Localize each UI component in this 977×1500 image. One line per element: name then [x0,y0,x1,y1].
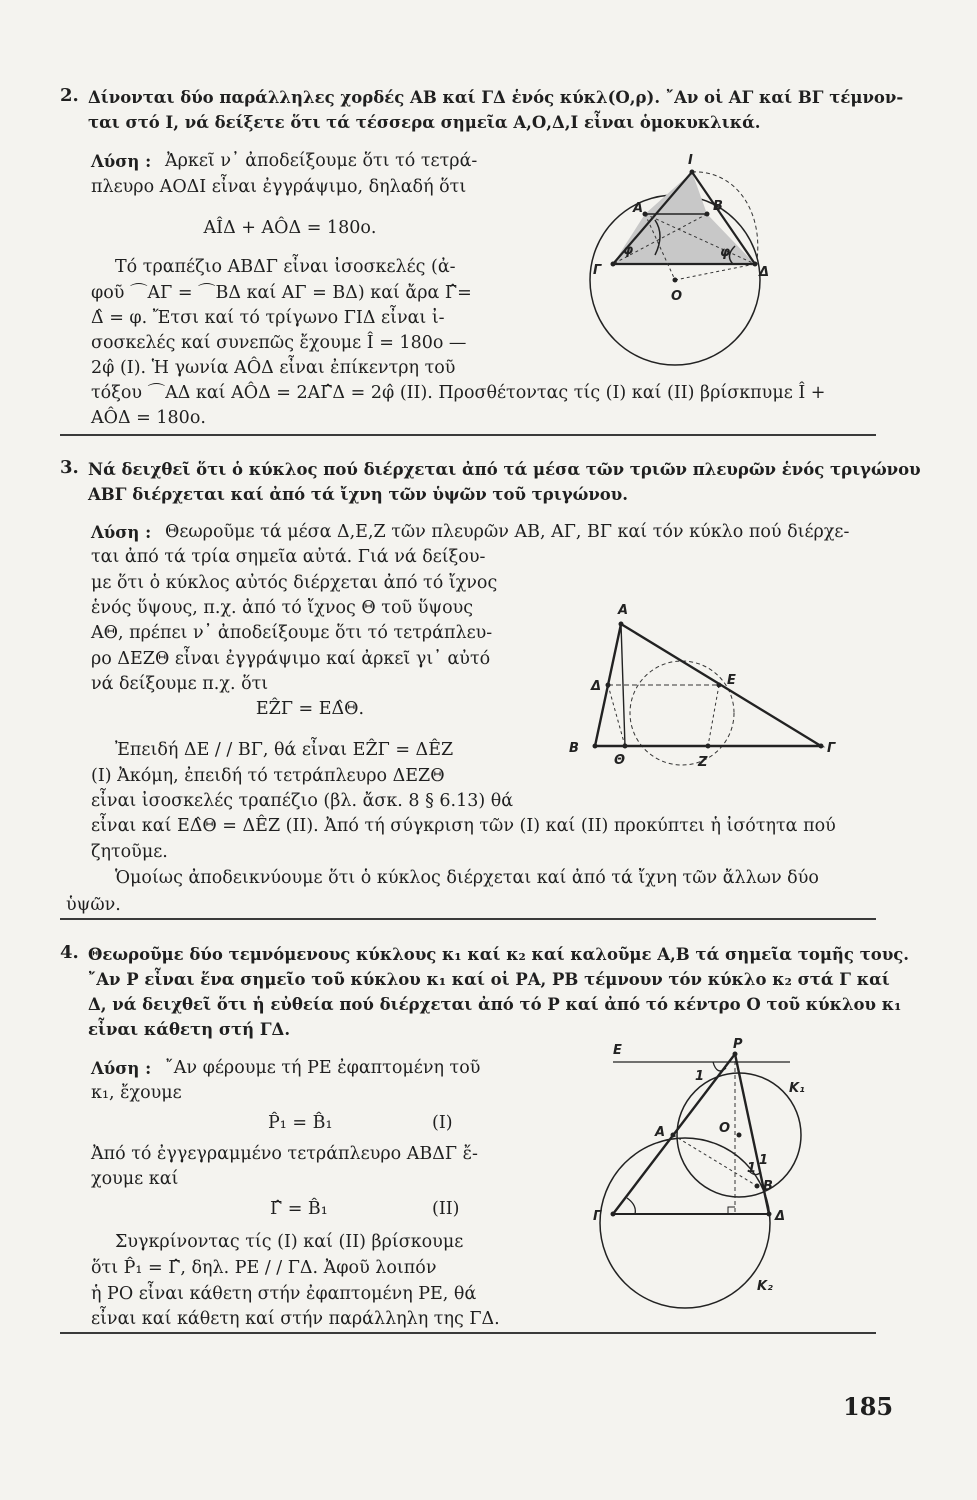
label-b: B [763,1179,773,1194]
angle-g-arc [627,1198,635,1214]
problem-4-equation-2: Γ̂ = B̂₁ [270,1199,328,1219]
label-d: Δ [759,265,770,280]
problem-2-figure [585,150,785,390]
divider-3 [60,1332,876,1334]
problem-2-solution-line-9: τόξου ⌒ΑΔ καί ΑÔΔ = 2ΑΓ̂Δ = 2φ̂ (ΙΙ). Προσθέτοντας τίς (Ι) καί (ΙΙ) βρίσκπυμε Î + [91,383,826,403]
problem-4-solution-line-6: χουμε καί [91,1169,179,1189]
label-a: A [655,1125,666,1140]
label-e: E [613,1043,622,1058]
problem-4-figure [585,1037,810,1302]
problem-2-solution-line-7: σοσκελές καί συνεπῶς ἔχουμε Î = 180ο — [91,333,467,353]
triangle-iab-shade [645,172,707,214]
label-b: B [569,741,579,756]
problem-2-solution-line-5: φοῦ ⌒ΑΓ = ⌒ΒΔ καί ΑΓ = ΒΔ) καί ἄρα Γ̂= [91,283,472,303]
common-chord-ab [673,1135,757,1186]
problem-2-statement-line-2: ται στό Ι, νά δείξετε ὅτι τά τέσσερα σημεῖα Α,Ο,Δ,Ι εἶναι ὁμοκυκλικά. [88,113,761,132]
problem-3-solution-line-11: εἶναι ἰσοσκελές τραπέζιο (βλ. ἄσκ. 8 § 6.13) θά [91,791,514,811]
point-b [755,1184,760,1189]
problem-4-equation-1-tag: (Ι) [432,1113,453,1133]
label-phi-left: φ [623,243,634,258]
point-i [690,170,695,175]
point-p [733,1052,738,1057]
label-d: Δ [775,1209,786,1224]
point-a [671,1133,676,1138]
label-g: Γ [593,1209,602,1224]
point-d [767,1212,772,1217]
label-k1: K₁ [789,1081,805,1096]
problem-2-solution-label: Λύση : [91,152,152,171]
problem-4-solution-line-12: εἶναι καί κάθετη καί στήν παράλληλη της ΓΔ. [91,1309,500,1329]
problem-2-equation-angles: ΑÎΔ + ΑÔΔ = 180ο. [203,218,377,238]
label-g: Γ [593,263,602,278]
point-th [623,744,628,749]
label-g: Γ [827,741,836,756]
problem-3-solution-line-7: νά δείξουμε π.χ. ὅτι [91,674,269,694]
label-o: O [719,1121,731,1136]
problem-3-solution-line-14: Ὁμοίως ἀποδεικνύουμε ὅτι ὁ κύκλος διέρχεται καί ἀπό τά ἴχνη τῶν ἄλλων δύο [115,868,819,888]
label-o: O [671,289,683,304]
point-o [737,1133,742,1138]
label-a: A [618,603,629,618]
segment-ez [708,685,719,746]
problem-4-solution-line-11: ἡ ΡΟ εἶναι κάθετη στήν ἐφαπτομένη ΡΕ, θά [91,1284,477,1304]
problem-3-figure [565,600,840,775]
label-z: Z [698,755,708,770]
problem-2-solution-line-1: Ἀρκεῖ ν᾿ ἀποδείξουμε ὅτι τό τετρά- [165,151,478,171]
point-o [673,278,678,283]
point-z [706,744,711,749]
problem-4-number: 4. [60,942,79,963]
label-k2: K₂ [757,1279,773,1294]
label-i: I [688,153,693,168]
divider-2 [60,918,876,920]
label-e: E [727,673,736,688]
problem-3-equation: ΕẐΓ = ΕΔ̂Θ. [255,699,365,719]
problem-4-equation-1: P̂₁ = B̂₁ [268,1113,333,1133]
problem-4-statement-line-1: Θεωροῦμε δύο τεμνόμενους κύκλους κ₁ καί κ₂ καί καλοῦμε Α,Β τά σημεῖα τομῆς τους. [88,945,910,964]
point-b [593,744,598,749]
problem-3-solution-line-10: (Ι) Ἀκόμη, ἐπειδή τό τετράπλευρο ΔΕΖΘ [91,766,445,786]
problem-3-number: 3. [60,457,79,478]
problem-3-statement-line-2: ΑΒΓ διέρχεται καί ἀπό τά ἴχνη τῶν ὑψῶν τοῦ τριγώνου. [88,485,628,504]
problem-3-solution-label: Λύση : [91,523,152,542]
problem-4-solution-line-1: ῎Αν φέρουμε τή ΡΕ ἐφαπτομένη τοῦ [165,1058,481,1078]
nine-point-circle [630,661,734,765]
problem-4-statement-line-2: ῎Αν Ρ εἶναι ἕνα σημεῖο τοῦ κύκλου κ₁ καί οἱ ΡΑ, ΡΒ τέμνουν τόν κύκλο κ₂ στά Γ καί [88,970,890,989]
circle-k2 [600,1138,770,1308]
problem-2-solution-line-8: 2φ̂ (Ι). Ἡ γωνία ΑÔΔ εἶναι ἐπίκεντρη τοῦ [91,358,456,378]
problem-4-solution-line-2: κ₁, ἔχουμε [91,1083,182,1103]
label-a: A [633,201,644,216]
label-b: B [713,199,723,214]
problem-4-solution-label: Λύση : [91,1059,152,1078]
problem-4-solution-line-5: Ἀπό τό ἐγγεγραμμένο τετράπλευρο ΑΒΔΓ ἔ- [91,1144,478,1164]
problem-3-solution-line-9: Ἐπειδή ΔΕ / / ΒΓ, θά εἶναι ΕẐΓ = ΔÊΖ [115,740,454,760]
point-e [717,683,722,688]
segment-dth [608,685,625,746]
problem-2-solution-line-2: πλευρο ΑΟΔΙ εἶναι ἐγγράψιμο, δηλαδή ὅτι [91,177,467,197]
label-d: Δ [591,679,602,694]
label-p: P [733,1037,743,1052]
problem-3-solution-line-4: ἑνός ὕψους, π.χ. ἀπό τό ἴχνος Θ τοῦ ὕψους [91,598,474,618]
problem-2-solution-line-4: Τό τραπέζιο ΑΒΔΓ εἶναι ἰσοσκελές (ἀ- [115,257,456,277]
problem-4-statement-line-3: Δ, νά δειχθεῖ ὅτι ἡ εὐθεία πού διέρχεται ἀπό τό Ρ καί ἀπό τό κέντρο Ο τοῦ κύκλου κ₁ [88,995,902,1014]
problem-3-solution-line-12: εἶναι καί ΕΔ̂Θ = ΔÊΖ (ΙΙ). Ἀπό τή σύγκριση τῶν (Ι) καί (ΙΙ) προκύπτει ἡ ἰσότητα πού [91,816,836,836]
problem-4-statement-line-4: εἶναι κάθετη στή ΓΔ. [88,1020,291,1039]
point-a [643,212,648,217]
label-1-b: 1 [747,1161,757,1176]
problem-2-solution-line-10: ΑÔΔ = 180ο. [91,408,206,428]
problem-4-solution-line-10: ὅτι P̂₁ = Γ̂, δηλ. ΡΕ / / ΓΔ. Ἀφοῦ λοιπόν [91,1258,437,1278]
point-g [611,262,616,267]
segment-od [675,264,755,280]
problem-3-statement-line-1: Νά δειχθεῖ ὅτι ὁ κύκλος πού διέρχεται ἀπό τά μέσα τῶν τριῶν πλευρῶν ἑνός τριγώνου [88,460,921,479]
label-1-p: 1 [695,1069,705,1084]
problem-2-statement-line-1: Δίνονται δύο παράλληλες χορδές ΑΒ καί ΓΔ ἑνός κύκλ(Ο,ρ). ῎Αν οἱ ΑΓ καί ΒΓ τέμνον- [88,88,904,107]
point-g [819,744,824,749]
page-number: 185 [843,1392,894,1421]
right-angle-mark [728,1207,735,1214]
divider-1 [60,434,876,436]
point-b [705,212,710,217]
point-g [611,1212,616,1217]
problem-2-solution-line-6: Δ̂ = φ. Ἔτσι καί τό τρίγωνο ΓΙΔ εἶναι ἰ- [91,308,445,328]
problem-3-solution-line-15: ὑψῶν. [66,895,121,915]
problem-3-solution-line-13: ζητοῦμε. [91,842,168,862]
label-1-c: 1 [759,1153,769,1168]
problem-3-solution-line-3: με ὅτι ὁ κύκλος αὐτός διέρχεται ἀπό τό ἴχνος [91,573,498,593]
problem-4-solution-line-9: Συγκρίνοντας τίς (Ι) καί (ΙΙ) βρίσκουμε [115,1232,464,1252]
problem-2-number: 2. [60,85,79,106]
point-d [753,262,758,267]
label-phi-right: φ [720,245,731,260]
point-a [619,622,624,627]
problem-3-solution-line-2: ται ἀπό τά τρία σημεῖα αὐτά. Γιά νά δείξου- [91,547,486,567]
problem-3-solution-line-5: ΑΘ, πρέπει ν᾿ ἀποδείξουμε ὅτι τό τετράπλευ- [91,623,493,643]
problem-3-solution-line-1: Θεωροῦμε τά μέσα Δ,Ε,Ζ τῶν πλευρῶν ΑΒ, ΑΓ, ΒΓ καί τόν κύκλο πού διέρχε- [165,522,850,542]
point-d [606,683,611,688]
label-th: Θ [614,753,626,768]
problem-3-solution-line-6: ρο ΔΕΖΘ εἶναι ἐγγράψιμο καί ἀρκεῖ γι᾿ αὐτό [91,649,491,669]
problem-4-equation-2-tag: (ΙΙ) [432,1199,460,1219]
